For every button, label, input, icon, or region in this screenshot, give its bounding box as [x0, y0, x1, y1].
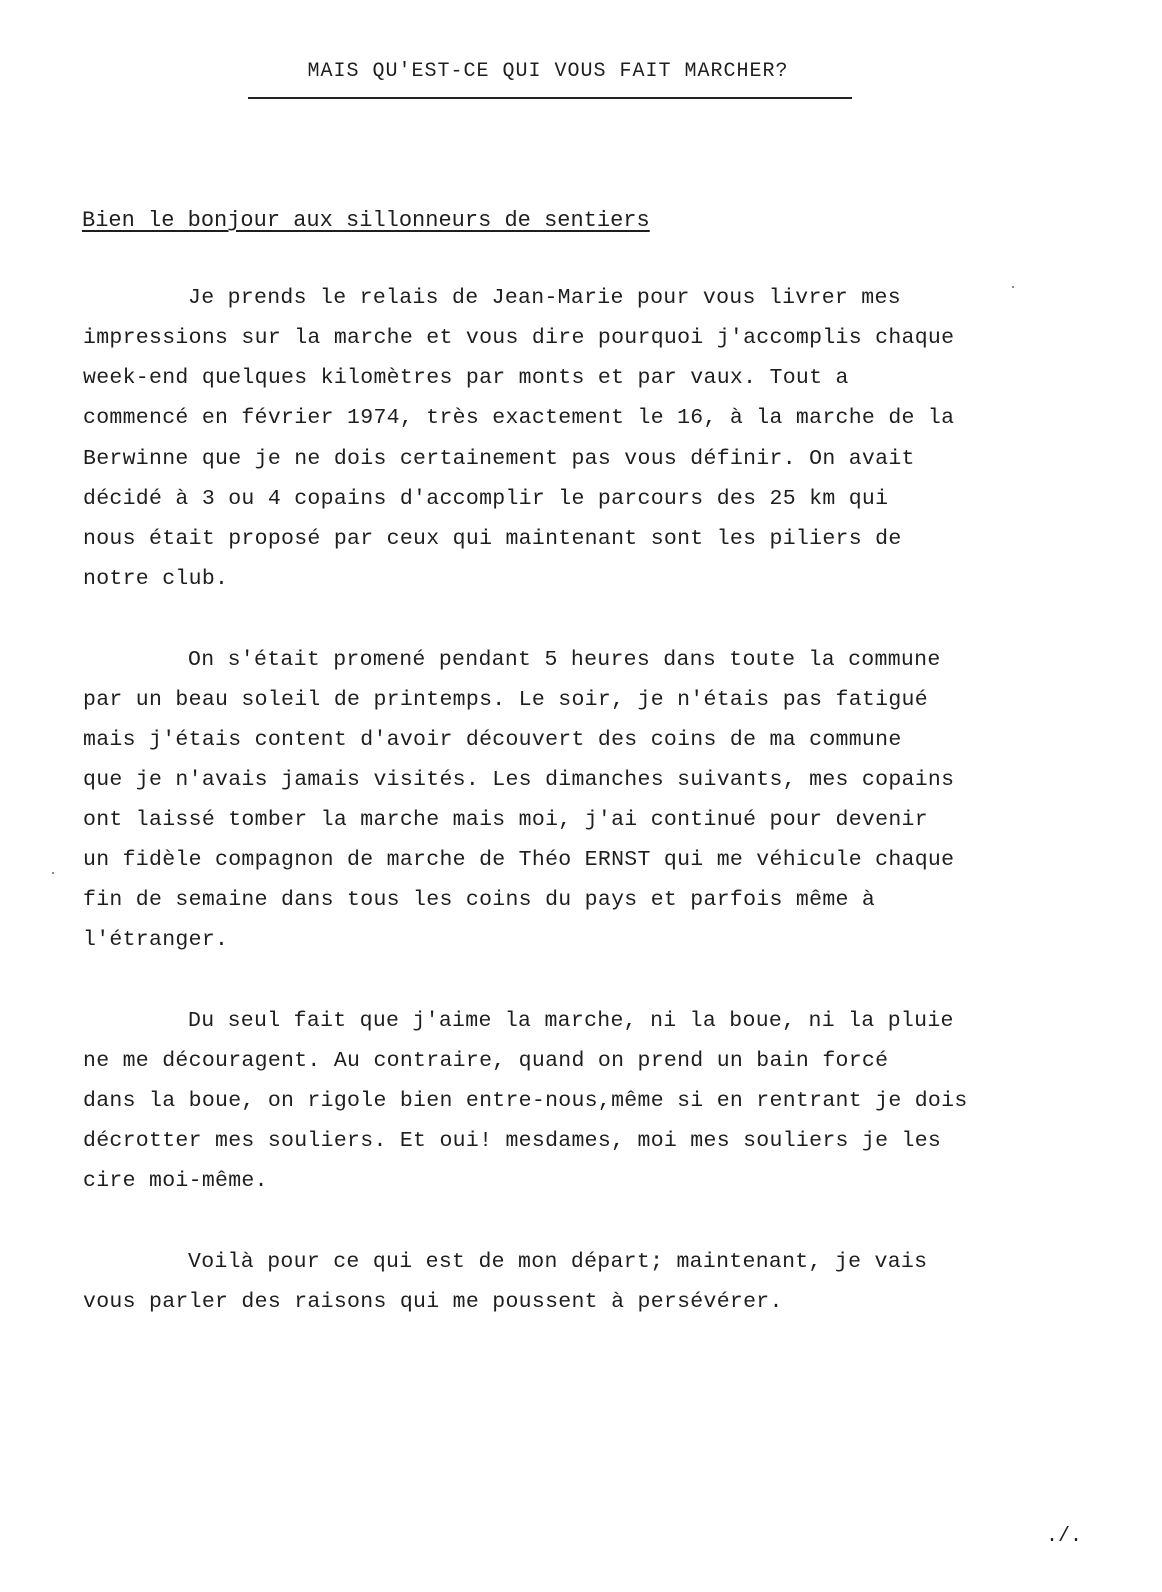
paragraph-3-line-4: décrotter mes souliers. Et oui! mesdames, moi mes souliers je les: [83, 1129, 942, 1153]
document-title: MAIS QU'EST-CE QUI VOUS FAIT MARCHER?: [307, 60, 789, 83]
paragraph-4-line-2: vous parler des raisons qui me poussent à persévérer.: [83, 1290, 783, 1314]
paragraph-3-line-5: cire moi-même.: [83, 1169, 268, 1193]
paragraph-2-line-3: mais j'étais content d'avoir découvert des coins de ma commune: [83, 728, 902, 752]
paragraph-2-line-6: un fidèle compagnon de marche de Théo ERNST qui me véhicule chaque: [83, 848, 955, 872]
paragraph-2-line-8: l'étranger.: [83, 928, 229, 952]
paragraph-2-line-7: fin de semaine dans tous les coins du pays et parfois même à: [83, 888, 876, 912]
paragraph-3-line-3: dans la boue, on rigole bien entre-nous,même si en rentrant je dois: [83, 1089, 968, 1113]
paragraph-2-line-2: par un beau soleil de printemps. Le soir, je n'étais pas fatigué: [83, 688, 928, 712]
paragraph-1-line-6: décidé à 3 ou 4 copains d'accomplir le parcours des 25 km qui: [83, 487, 889, 511]
paragraph-3-line-1: Du seul fait que j'aime la marche, ni la boue, ni la pluie: [188, 1009, 954, 1033]
paper-speck: [52, 872, 54, 874]
paragraph-1-line-2: impressions sur la marche et vous dire pourquoi j'accomplis chaque: [83, 326, 955, 350]
paper-speck: [1012, 286, 1014, 288]
paragraph-1-line-8: notre club.: [83, 567, 229, 591]
title-underline: [248, 97, 852, 99]
paragraph-1-line-7: nous était proposé par ceux qui maintenant sont les piliers de: [83, 527, 902, 551]
greeting-heading: Bien le bonjour aux sillonneurs de sentiers: [82, 208, 650, 233]
paragraph-3-line-2: ne me découragent. Au contraire, quand on prend un bain forcé: [83, 1049, 889, 1073]
paragraph-4-line-1: Voilà pour ce qui est de mon départ; maintenant, je vais: [188, 1250, 928, 1274]
paragraph-2-line-4: que je n'avais jamais visités. Les dimanches suivants, mes copains: [83, 768, 955, 792]
paragraph-1-line-5: Berwinne que je ne dois certainement pas vous définir. On avait: [83, 447, 915, 471]
paragraph-1-line-3: week-end quelques kilomètres par monts et par vaux. Tout a: [83, 366, 849, 390]
paragraph-2-line-5: ont laissé tomber la marche mais moi, j'ai continué pour devenir: [83, 808, 928, 832]
paragraph-2-line-1: On s'était promené pendant 5 heures dans toute la commune: [188, 648, 941, 672]
paragraph-1-line-4: commencé en février 1974, très exactement le 16, à la marche de la: [83, 406, 955, 430]
paragraph-1-line-1: Je prends le relais de Jean-Marie pour vous livrer mes: [188, 286, 901, 310]
continuation-mark: ./.: [1046, 1525, 1083, 1548]
